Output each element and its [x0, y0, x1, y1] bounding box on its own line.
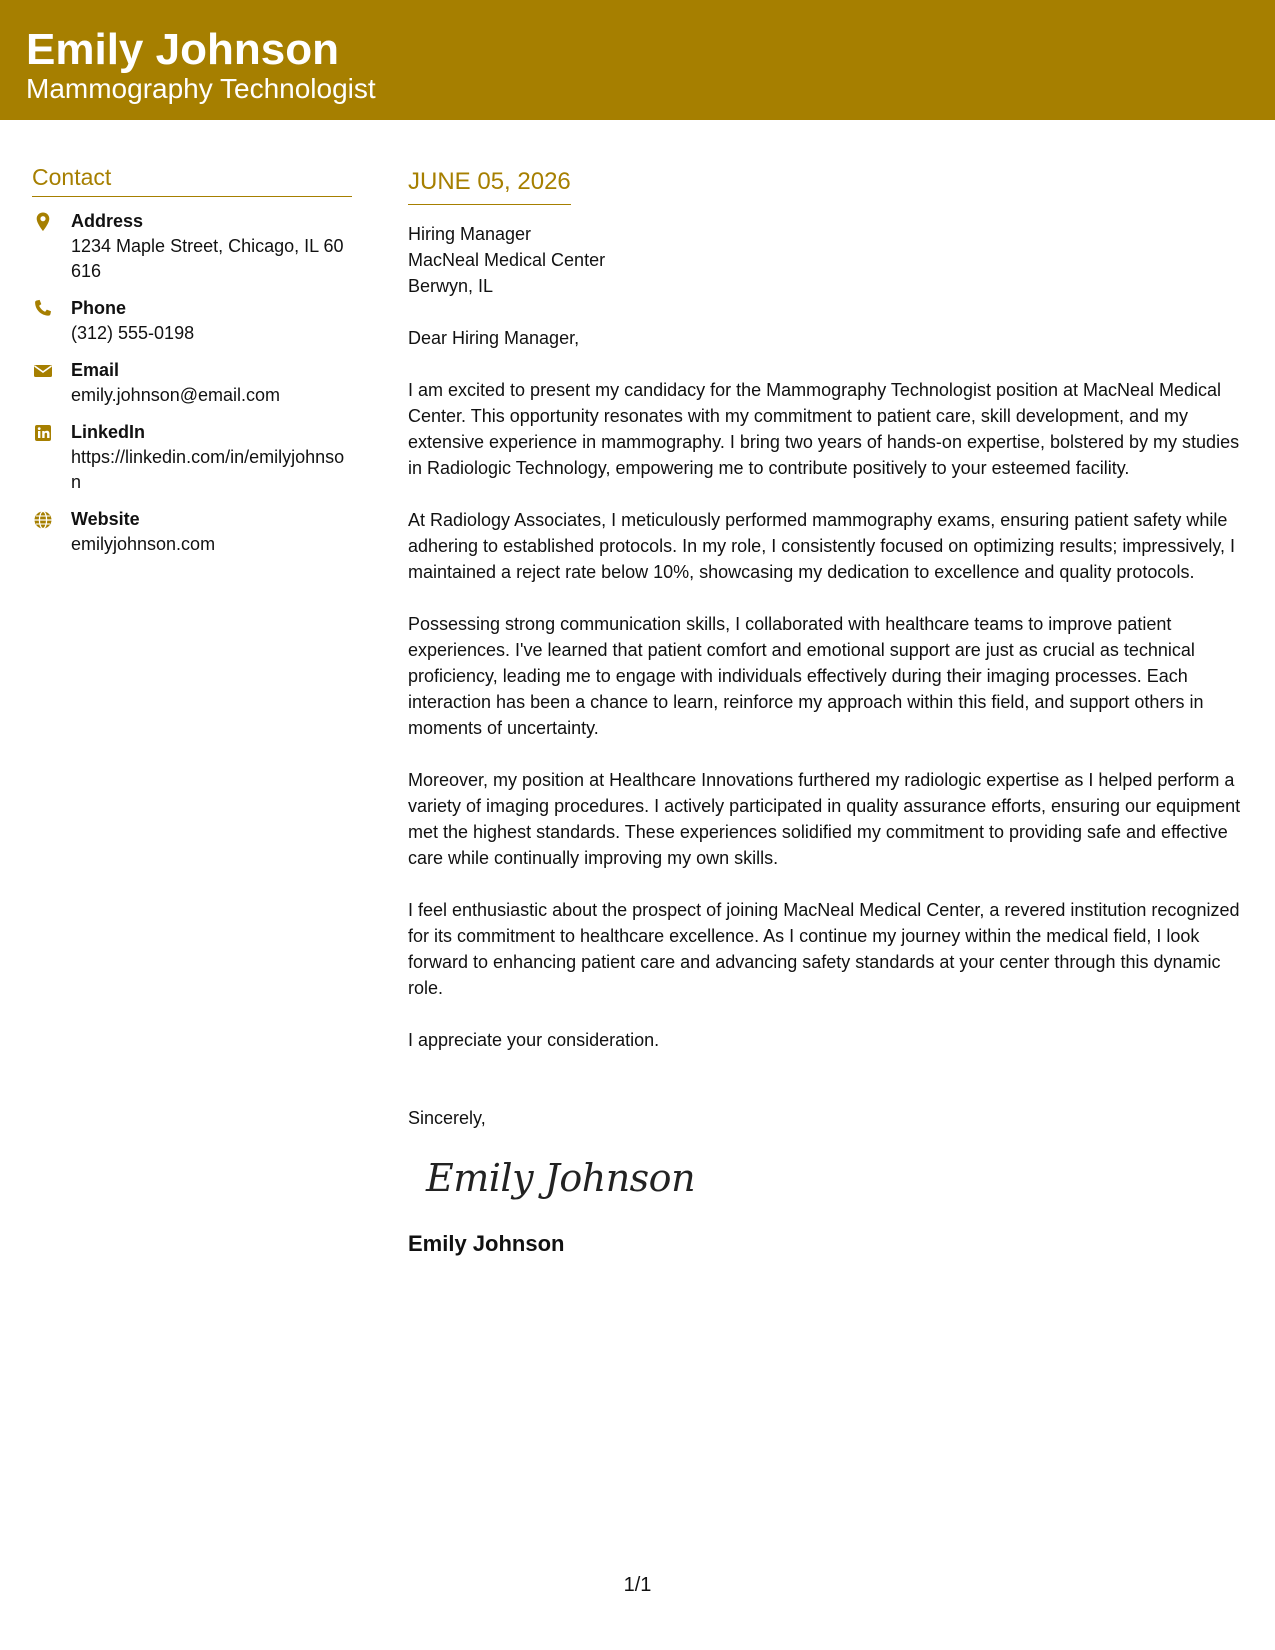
contact-email [32, 358, 352, 408]
page-number: 1/1 [623, 1574, 652, 1596]
website-value[interactable]: emilyjohnson.com [71, 534, 216, 554]
salutation: Dear Hiring Manager, [408, 328, 580, 348]
page-header [0, 0, 1275, 120]
applicant-name: Emily Johnson [26, 25, 339, 74]
contact-heading: Contact [32, 162, 352, 197]
email-label: Email [71, 360, 120, 380]
handwritten-signature: Emily Johnson [426, 1156, 696, 1200]
phone-label: Phone [71, 298, 127, 318]
map-pin-icon [32, 211, 54, 233]
contact-sidebar [32, 162, 352, 569]
letter-paragraph: I feel enthusiastic about the prospect of joining MacNeal Medical Center, a revered institution recognized for its commitment to healthcare excellence. As I continue my journey within the medical field, I look forward to enhancing patient care and advancing safety standards at your center through this dynamic role. [408, 900, 1240, 998]
letter-paragraph: Moreover, my position at Healthcare Innovations furthered my radiologic expertise as I helped perform a variety of imaging procedures. I actively participated in quality assurance efforts, ensuring our equipment met the highest standards. These experiences solidified my commitment to providing safe and effective care while continually improving my own skills. [408, 770, 1241, 868]
signed-name: Emily Johnson [408, 1231, 565, 1256]
letter-paragraph: I am excited to present my candidacy for the Mammography Technologist position at MacNeal Medical Center. This opportunity resonates with my commitment to patient care, skill development, and my extensive experience in mammography. I bring two years of hands-on expertise, bolstered by my studies in Radiologic Technology, empowering me to contribute positively to your esteemed facility. [408, 380, 1240, 478]
contact-linkedin [32, 420, 352, 495]
globe-icon [32, 509, 54, 531]
phone-value: (312) 555-0198 [71, 323, 195, 343]
email-value: emily.johnson@email.com [71, 385, 281, 405]
job-title: Mammography Technologist [26, 73, 376, 104]
contact-address [32, 209, 352, 284]
website-label: Website [71, 509, 140, 529]
letter-paragraph: I appreciate your consideration. [408, 1030, 660, 1050]
address-value: 1234 Maple Street, Chicago, IL 60616 [71, 236, 344, 281]
linkedin-value[interactable]: https://linkedin.com/in/emilyjohnson [71, 447, 345, 492]
linkedin-label: LinkedIn [71, 422, 146, 442]
letter-body [408, 166, 1248, 1259]
contact-phone [32, 296, 352, 346]
envelope-icon [32, 360, 54, 382]
recipient-line: Berwyn, IL [408, 276, 494, 296]
recipient-line: Hiring Manager [408, 224, 532, 244]
letter-paragraph: Possessing strong communication skills, I collaborated with healthcare teams to improve patient experiences. I've learned that patient comfort and emotional support are just as crucial as technical proficiency, leading me to engage with individuals effectively during their imaging processes. Each interaction has been a chance to learn, reinforce my approach within this field, and support others in moments of uncertainty. [408, 614, 1204, 738]
contact-website [32, 507, 352, 557]
address-label: Address [71, 211, 144, 231]
letter-date: JUNE 05, 2026 [408, 166, 571, 205]
letter-paragraph: At Radiology Associates, I meticulously performed mammography exams, ensuring patient safety while adhering to established protocols. In my role, I consistently focused on optimizing results; impressively, I maintained a reject rate below 10%, showcasing my dedication to excellence and quality protocols. [408, 510, 1236, 582]
phone-icon [32, 298, 54, 320]
recipient-block [408, 221, 1248, 299]
recipient-line: MacNeal Medical Center [408, 250, 606, 270]
closing: Sincerely, [408, 1108, 486, 1128]
linkedin-icon [32, 422, 54, 444]
